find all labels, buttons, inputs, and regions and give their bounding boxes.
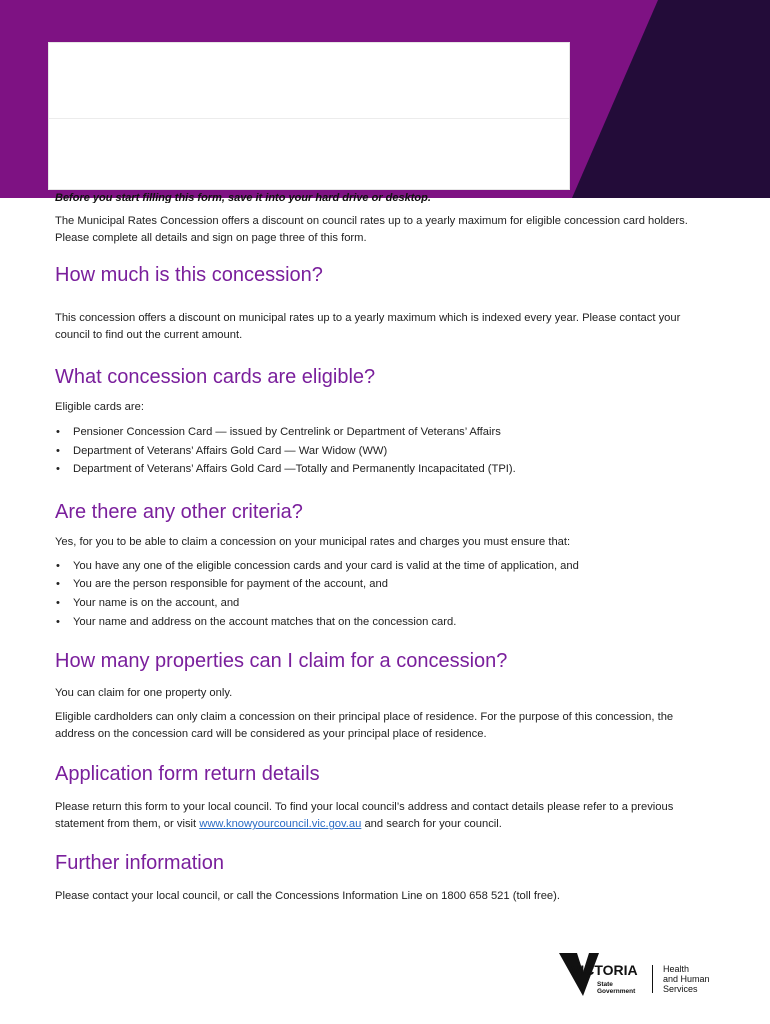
- dept-line-3: Services: [663, 984, 698, 994]
- eligible-cards-lead: Eligible cards are:: [55, 401, 144, 413]
- logo-state: State: [597, 981, 613, 988]
- list-item: • Department of Veterans’ Affairs Gold Card — War Widow (WW): [55, 442, 715, 461]
- list-item: • Department of Veterans’ Affairs Gold Card —Totally and Permanently Incapacitated (TPI).: [55, 460, 715, 479]
- section-heading-how-much: How much is this concession?: [55, 264, 323, 286]
- section-heading-further-info: Further information: [55, 852, 224, 875]
- return-text-after: and search for your council.: [361, 818, 502, 831]
- intro-text: The Municipal Rates Concession offers a discount on council rates up to a yearly maximum for eligible concession card holders. Please complete all details and sign on page three of this form.: [55, 215, 688, 244]
- title-box: [48, 42, 570, 190]
- list-item: • You have any one of the eligible concession cards and your card is valid at the time of application, and: [55, 557, 715, 576]
- return-details-text: [55, 799, 715, 833]
- title-box-divider: [49, 118, 569, 119]
- logo-word: VICTORIA: [571, 962, 638, 978]
- criteria-list: [55, 557, 715, 631]
- section-heading-other-criteria: Are there any other criteria?: [55, 500, 303, 523]
- further-info-text: Please contact your local council, or call the Concessions Information Line on 1800 658 521 (toll free).: [55, 890, 560, 903]
- know-your-council-link[interactable]: www.knowyourcouncil.vic.gov.au: [199, 818, 362, 831]
- list-item: • Your name and address on the account matches that on the concession card.: [55, 613, 715, 632]
- victoria-government-logo: [557, 950, 727, 1000]
- dept-line-2: and Human: [663, 974, 710, 984]
- properties-text-1: You can claim for one property only.: [55, 687, 233, 700]
- logo-government: Government: [597, 988, 636, 995]
- properties-text-2: Eligible cardholders can only claim a concession on their principal place of residence. For the purpose of this concession, the address on the concession card will be considered as your principal place of residence.: [55, 711, 674, 741]
- section-heading-properties: How many properties can I claim for a concession?: [55, 650, 508, 673]
- list-item: • Your name is on the account, and: [55, 594, 715, 613]
- how-much-text: This concession offers a discount on municipal rates up to a yearly maximum which is indexed every year. Please contact your council to find out the current amount.: [55, 312, 681, 341]
- victoria-logo-icon: [557, 950, 727, 1000]
- dept-line-1: Health: [663, 964, 690, 974]
- list-item: • Pensioner Concession Card — issued by Centrelink or Department of Veterans’ Affairs: [55, 423, 715, 442]
- return-text-before: Please return this form to your local council. To find your local council’s address and contact details please refer to a previous statement from them, or visit: [55, 801, 674, 831]
- other-criteria-lead: Yes, for you to be able to claim a concession on your municipal rates and charges you must ensure that:: [55, 535, 571, 548]
- save-instruction: Before you start filling this form, save it into your hard drive or desktop.: [55, 192, 431, 203]
- section-heading-eligible-cards: What concession cards are eligible?: [55, 366, 376, 388]
- eligible-cards-list: [55, 423, 715, 479]
- main-content: [55, 213, 715, 905]
- section-heading-return-details: Application form return details: [55, 763, 320, 786]
- list-item: • You are the person responsible for payment of the account, and: [55, 575, 715, 594]
